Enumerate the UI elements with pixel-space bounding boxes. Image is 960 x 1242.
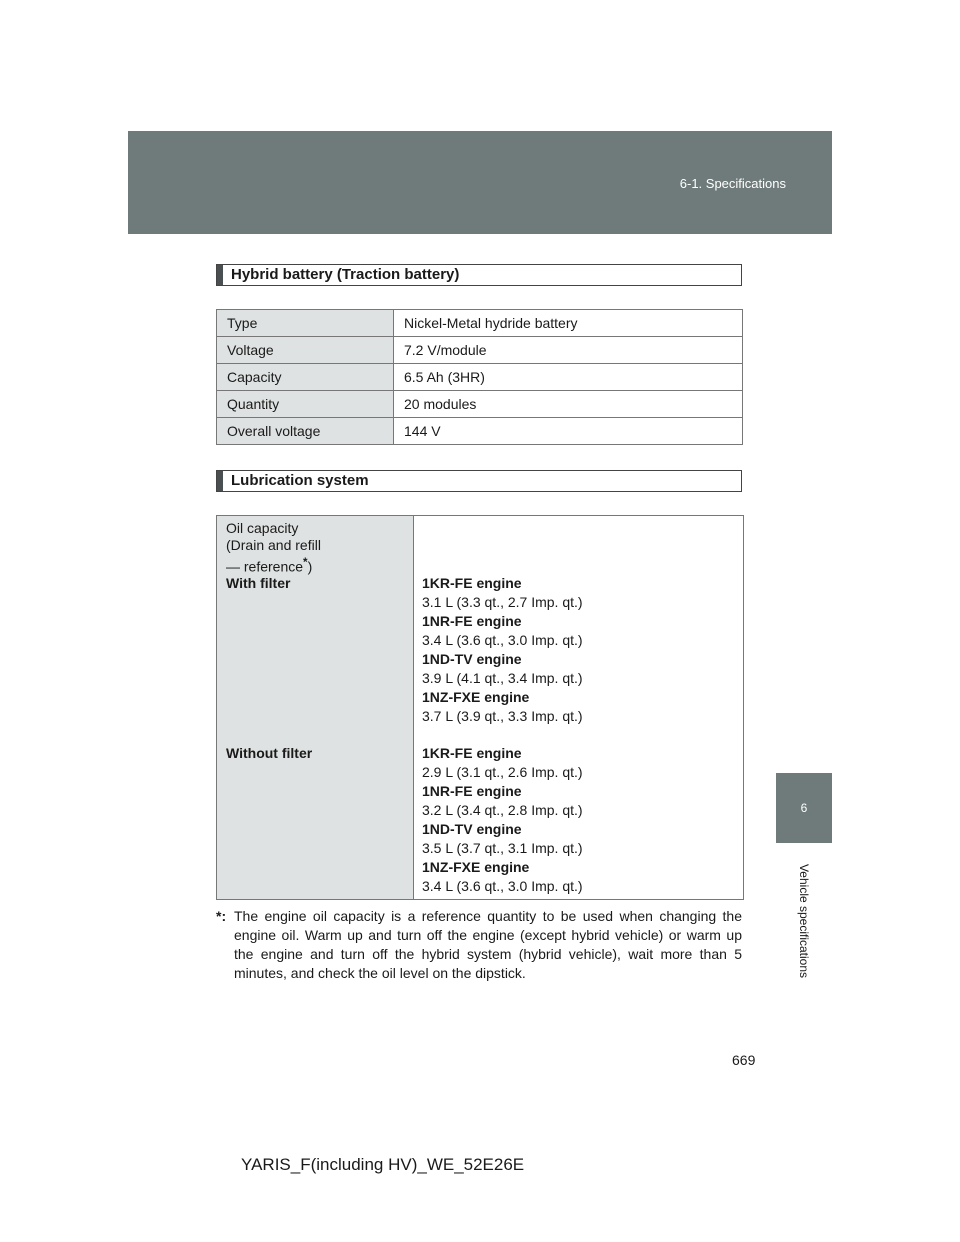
table-row [217, 310, 743, 337]
engine-capacity: 3.7 L (3.9 qt., 3.3 Imp. qt.) [422, 708, 583, 724]
hybrid-battery-title: Hybrid battery (Traction battery) [231, 266, 460, 283]
row-value: 7.2 V/module [394, 337, 743, 364]
chapter-label-text: Vehicle specifications [797, 863, 811, 978]
row-value: 6.5 Ah (3HR) [394, 364, 743, 391]
row-label: Type [217, 310, 394, 337]
engine-capacity: 3.4 L (3.6 qt., 3.0 Imp. qt.) [422, 632, 583, 648]
row-label: Quantity [217, 391, 394, 418]
footnote-ref: * [303, 556, 308, 569]
row-label: Voltage [217, 337, 394, 364]
footnote-mark: *: [216, 908, 227, 924]
table-row [217, 364, 743, 391]
section-breadcrumb: 6-1. Specifications [679, 176, 786, 191]
document-id: YARIS_F(including HV)_WE_52E26E [241, 1155, 525, 1174]
engine-name: 1KR-FE engine [422, 745, 522, 761]
without-filter-label: Without filter [226, 745, 313, 761]
engine-name: 1ND-TV engine [422, 651, 522, 667]
oil-capacity-reference: — reference*) [226, 556, 313, 575]
oil-capacity-sub: (Drain and refill [226, 537, 321, 553]
chapter-number: 6 [800, 801, 808, 815]
hybrid-battery-heading [216, 264, 742, 286]
lubrication-title: Lubrication system [231, 472, 369, 489]
footnote [216, 907, 742, 983]
table-row [217, 391, 743, 418]
chapter-tab [776, 773, 832, 843]
engine-capacity: 3.9 L (4.1 qt., 3.4 Imp. qt.) [422, 670, 583, 686]
engine-capacity: 3.2 L (3.4 qt., 2.8 Imp. qt.) [422, 802, 583, 818]
row-value: 144 V [394, 418, 743, 445]
engine-name: 1KR-FE engine [422, 575, 522, 591]
lubrication-table [216, 515, 744, 900]
header-band [128, 131, 832, 234]
footnote-text: The engine oil capacity is a reference quantity to be used when changing the engine oil. Warm up and turn off the engine (except hybrid vehicle) or warm up the engine and turn off the hybrid system (hybrid vehicle), wait more than 5 minutes, and check the oil level on the dipstick. [234, 908, 742, 981]
engine-name: 1NZ-FXE engine [422, 859, 530, 875]
engine-name: 1NZ-FXE engine [422, 689, 530, 705]
engine-name: 1NR-FE engine [422, 613, 522, 629]
table-row [217, 418, 743, 445]
engine-name: 1ND-TV engine [422, 821, 522, 837]
chapter-label [776, 848, 832, 993]
row-value: Nickel-Metal hydride battery [394, 310, 743, 337]
row-value: 20 modules [394, 391, 743, 418]
row-label: Overall voltage [217, 418, 394, 445]
engine-capacity: 2.9 L (3.1 qt., 2.6 Imp. qt.) [422, 764, 583, 780]
engine-capacity: 3.4 L (3.6 qt., 3.0 Imp. qt.) [422, 878, 583, 894]
row-label: Capacity [217, 364, 394, 391]
with-filter-label: With filter [226, 575, 291, 591]
table-row [217, 337, 743, 364]
engine-name: 1NR-FE engine [422, 783, 522, 799]
lubrication-heading [216, 470, 742, 492]
engine-capacity: 3.1 L (3.3 qt., 2.7 Imp. qt.) [422, 594, 583, 610]
engine-capacity: 3.5 L (3.7 qt., 3.1 Imp. qt.) [422, 840, 583, 856]
page-number: 669 [732, 1052, 756, 1068]
oil-capacity-label: Oil capacity [226, 520, 299, 536]
hybrid-battery-table [216, 309, 743, 445]
